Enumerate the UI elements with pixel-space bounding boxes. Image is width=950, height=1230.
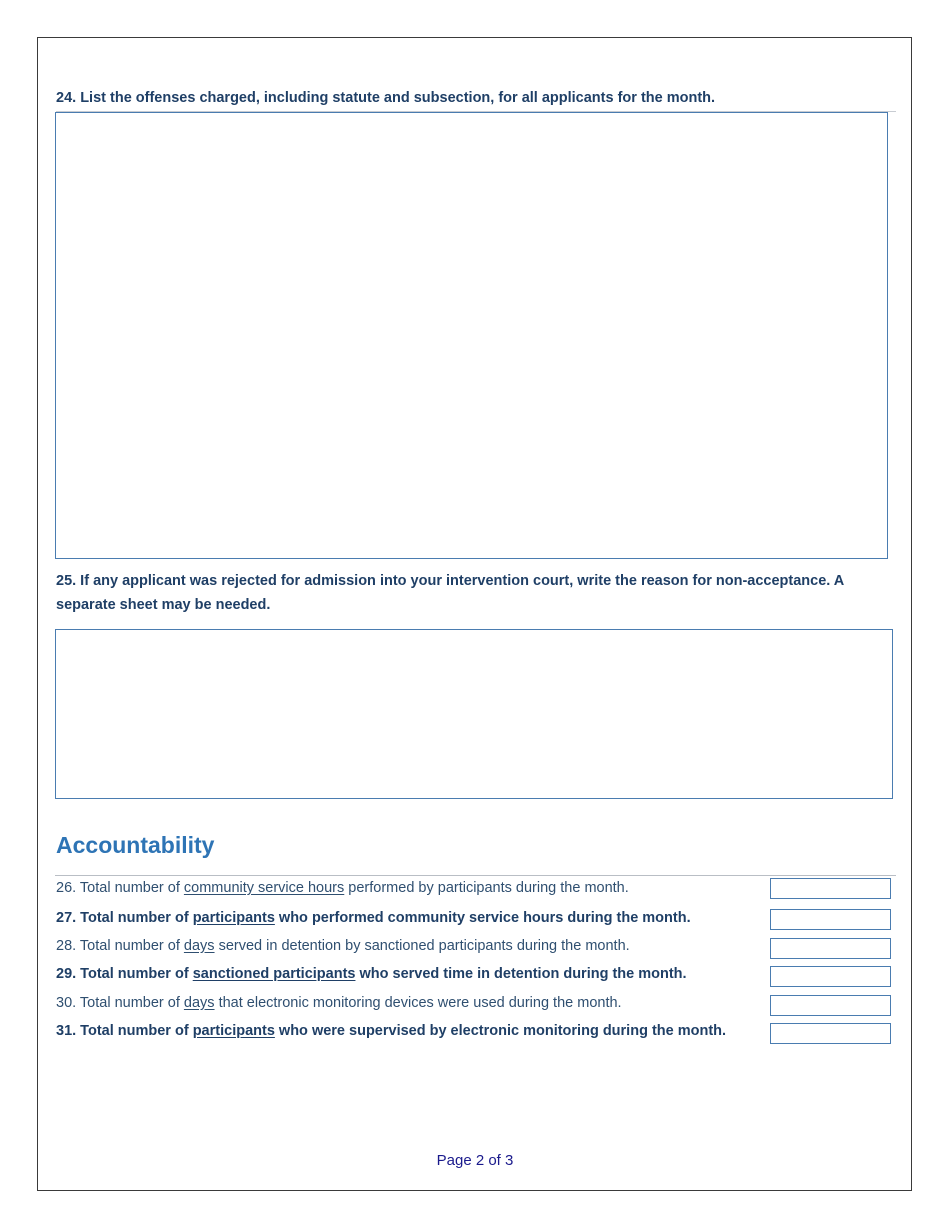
- question-27-label: [56, 908, 768, 928]
- q31-underlined: participants: [192, 1023, 275, 1039]
- question-30-input[interactable]: [770, 995, 891, 1016]
- question-24-number: 24: [56, 90, 73, 106]
- q29-pre: 29. Total number of: [56, 966, 193, 982]
- q30-underlined: days: [183, 995, 215, 1011]
- question-31-input[interactable]: [770, 1023, 891, 1044]
- q31-pre: 31. Total number of: [56, 1023, 193, 1039]
- q27-post: who performed community service hours during the month.: [274, 910, 691, 926]
- q28-pre: 28. Total number of: [56, 938, 184, 954]
- question-28-input[interactable]: [770, 938, 891, 959]
- q29-post: who served time in detention during the month.: [355, 966, 687, 982]
- question-30-label: [56, 993, 768, 1013]
- question-24-heading: [56, 86, 896, 112]
- q29-underlined: sanctioned participants: [192, 966, 356, 982]
- offenses-answer-box[interactable]: [55, 112, 888, 559]
- section-divider: [55, 875, 896, 876]
- q28-post: served in detention by sanctioned participants during the month.: [214, 938, 630, 954]
- q27-underlined: participants: [192, 910, 275, 926]
- question-24-text: . List the offenses charged, including statute and subsection, for all applicants for the month.: [72, 90, 716, 106]
- q28-underlined: days: [183, 938, 215, 954]
- question-27-input[interactable]: [770, 909, 891, 930]
- question-28-label: [56, 936, 768, 956]
- question-29-label: [56, 964, 768, 984]
- question-29-input[interactable]: [770, 966, 891, 987]
- q30-post: that electronic monitoring devices were used during the month.: [214, 995, 622, 1011]
- q30-pre: 30. Total number of: [56, 995, 184, 1011]
- accountability-section-title: Accountability: [56, 832, 215, 858]
- q26-underlined: community service hours: [183, 880, 345, 896]
- q27-pre: 27. Total number of: [56, 910, 193, 926]
- page-number: Page 2 of 3: [436, 1152, 514, 1169]
- question-26-input[interactable]: [770, 878, 891, 899]
- q26-post: performed by participants during the month.: [344, 880, 629, 896]
- question-26-label: [56, 878, 768, 898]
- question-25-heading: 25. If any applicant was rejected for admission into your intervention court, write the reason for non-acceptance. A separate sheet may be needed.: [56, 573, 844, 613]
- question-31-label: [56, 1021, 768, 1041]
- q26-pre: 26. Total number of: [56, 880, 184, 896]
- q31-post: who were supervised by electronic monitoring during the month.: [274, 1023, 727, 1039]
- rejection-reason-answer-box[interactable]: [55, 629, 893, 799]
